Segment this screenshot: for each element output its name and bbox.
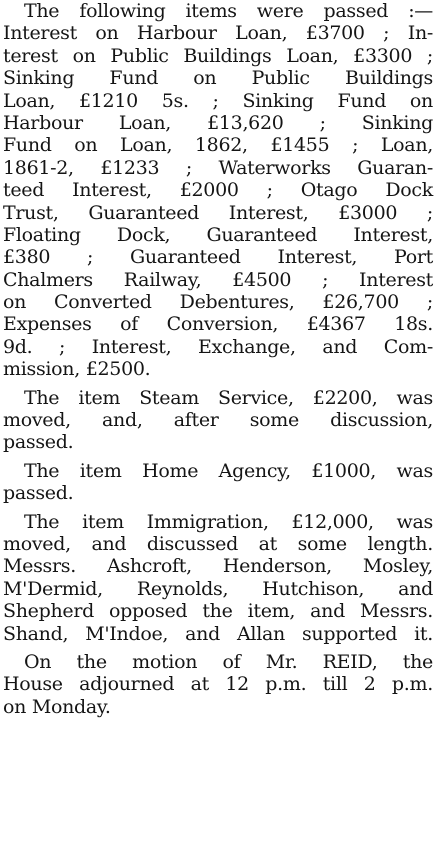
text-line: Shepherd opposed the item, and Messrs. [3, 600, 433, 623]
paragraph-items-passed [3, 0, 433, 381]
text-line: £380 ; Guaranteed Interest, Port [3, 246, 433, 269]
paragraph-immigration [3, 511, 433, 645]
text-line: mission, £2500. [3, 358, 151, 381]
text-line: The item Immigration, £12,000, was [24, 510, 433, 533]
text-line: Fund on Loan, 1862, £1455 ; Loan, [3, 134, 433, 157]
text-line: moved, and, after some discussion, [3, 409, 433, 432]
text-line: terest on Public Buildings Loan, £3300 ; [3, 44, 433, 67]
document-column [3, 0, 433, 718]
text-line: The item Steam Service, £2200, was [24, 386, 433, 409]
text-line: Expenses of Conversion, £4367 18s. [3, 313, 433, 336]
text-line: Shand, M'Indoe, and Allan supported it. [3, 622, 433, 645]
text-line: moved, and discussed at some length. [3, 532, 433, 555]
paragraph-steam-service [3, 387, 433, 454]
text-line: Trust, Guaranteed Interest, £3000 ; [3, 201, 433, 224]
text-line: Loan, £1210 5s. ; Sinking Fund on [3, 89, 433, 112]
text-line: Messrs. Ashcroft, Henderson, Mosley, [3, 555, 433, 578]
text-line: House adjourned at 12 p.m. till 2 p.m. [3, 673, 433, 696]
text-line: on Monday. [3, 695, 111, 718]
paragraph-adjournment [3, 651, 433, 718]
text-line: Harbour Loan, £13,620 ; Sinking [3, 111, 433, 134]
text-line: 1861-2, £1233 ; Waterworks Guaran- [3, 156, 433, 179]
text-line: on Converted Debentures, £26,700 ; [3, 291, 433, 314]
text-line: 9d. ; Interest, Exchange, and Com- [3, 335, 433, 358]
text-line: M'Dermid, Reynolds, Hutchison, and [3, 577, 433, 600]
text-line: On the motion of Mr. REID, the [24, 650, 433, 673]
text-line: The item Home Agency, £1000, was [24, 459, 433, 482]
text-line: Interest on Harbour Loan, £3700 ; In- [3, 22, 433, 45]
paragraph-home-agency [3, 460, 433, 505]
text-line: The following items were passed :— [24, 0, 433, 22]
text-line: passed. [3, 431, 74, 454]
text-line: passed. [3, 482, 74, 505]
text-line: Sinking Fund on Public Buildings [3, 67, 433, 90]
text-line: teed Interest, £2000 ; Otago Dock [3, 179, 433, 202]
text-line: Floating Dock, Guaranteed Interest, [3, 223, 433, 246]
text-line: Chalmers Railway, £4500 ; Interest [3, 268, 433, 291]
